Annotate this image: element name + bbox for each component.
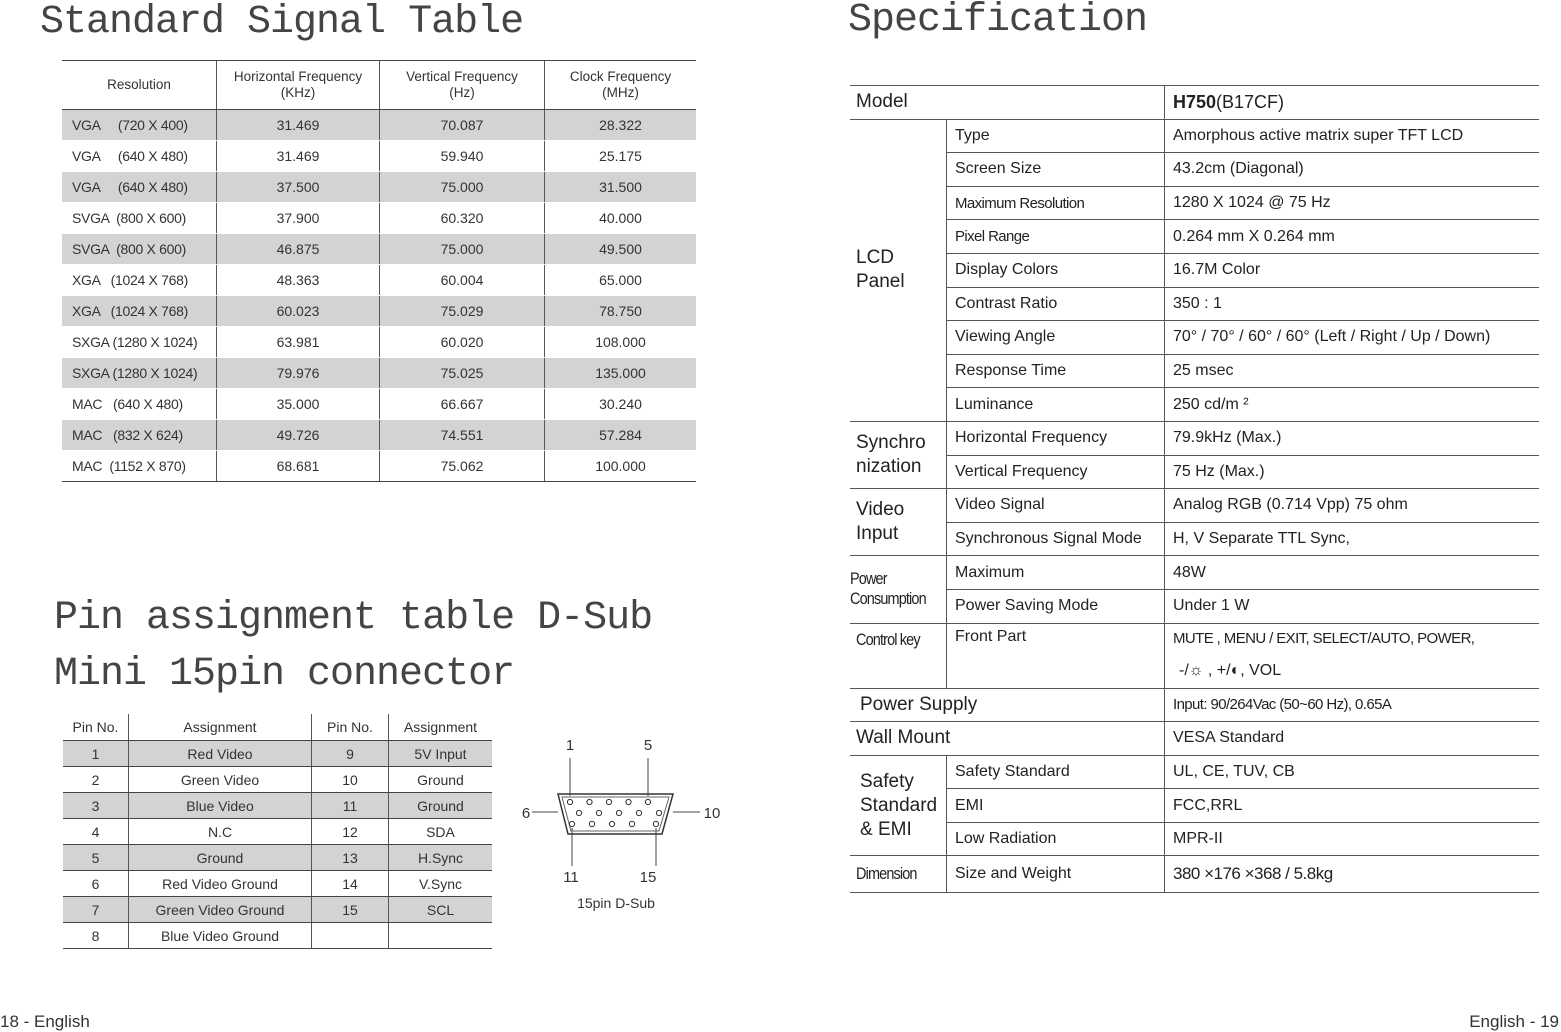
spec-item-name: Video Signal bbox=[947, 489, 1165, 523]
spec-item-name: Maximum Resolution bbox=[947, 186, 1165, 220]
vertical-frequency-cell: 66.667 bbox=[380, 389, 545, 420]
pin-number-cell: 14 bbox=[312, 871, 389, 897]
resolution-cell: SVGA (800 X 600) bbox=[62, 234, 217, 265]
header-clock-frequency bbox=[545, 61, 697, 110]
clock-frequency-cell: 40.000 bbox=[545, 203, 697, 234]
spec-row-power-supply bbox=[850, 688, 1539, 722]
control-key-label bbox=[850, 623, 947, 688]
resolution-cell: MAC (832 X 624) bbox=[62, 420, 217, 451]
signal-header-line: Resolution bbox=[107, 77, 171, 92]
specification-title: Specification bbox=[848, 0, 1148, 43]
spec-row bbox=[850, 153, 1539, 187]
assignment-cell: Red Video bbox=[129, 741, 312, 767]
pin-table-row bbox=[63, 819, 492, 845]
connector-pin bbox=[609, 821, 614, 826]
spec-item-value: Under 1 W bbox=[1165, 589, 1540, 623]
spec-item-value: 43.2cm (Diagonal) bbox=[1165, 153, 1540, 187]
spec-row bbox=[850, 186, 1539, 220]
header-assignment-1: Assignment bbox=[129, 714, 312, 741]
signal-table-row bbox=[62, 389, 696, 420]
resolution-cell: SVGA (800 X 600) bbox=[62, 203, 217, 234]
lcd-panel-label bbox=[850, 119, 947, 421]
spec-row bbox=[850, 388, 1539, 422]
connector-pin bbox=[606, 799, 611, 804]
pin-number-cell: 3 bbox=[63, 793, 129, 819]
spec-item-name: Luminance bbox=[947, 388, 1165, 422]
spec-item-value: Analog RGB (0.714 Vpp) 75 ohm bbox=[1165, 489, 1540, 523]
dimension-item: Size and Weight bbox=[947, 856, 1165, 893]
control-key-label-text: Control key bbox=[856, 629, 920, 649]
vertical-frequency-cell: 60.004 bbox=[380, 265, 545, 296]
pin-table-row bbox=[63, 741, 492, 767]
power-consumption-label-line: Power bbox=[850, 569, 887, 589]
horizontal-frequency-cell: 31.469 bbox=[217, 110, 380, 141]
model-value bbox=[1165, 86, 1540, 120]
horizontal-frequency-cell: 63.981 bbox=[217, 327, 380, 358]
pin-table-row bbox=[63, 793, 492, 819]
clock-frequency-cell: 78.750 bbox=[545, 296, 697, 327]
spec-item-name: Display Colors bbox=[947, 253, 1165, 287]
spec-item-value: 25 msec bbox=[1165, 354, 1540, 388]
clock-frequency-cell: 49.500 bbox=[545, 234, 697, 265]
horizontal-frequency-cell: 49.726 bbox=[217, 420, 380, 451]
connector-pin bbox=[567, 799, 572, 804]
power-consumption-label bbox=[850, 556, 947, 623]
assignment-cell: Red Video Ground bbox=[129, 871, 312, 897]
spec-item-name: EMI bbox=[947, 789, 1165, 823]
specification-table bbox=[850, 85, 1539, 893]
safety-standard-label-line: & EMI bbox=[860, 818, 912, 840]
spec-item-name: Vertical Frequency bbox=[947, 455, 1165, 489]
spec-item-name: Response Time bbox=[947, 354, 1165, 388]
spec-item-value: 350 : 1 bbox=[1165, 287, 1540, 321]
assignment-cell: SCL bbox=[389, 897, 493, 923]
connector-pin bbox=[569, 821, 574, 826]
vertical-frequency-cell: 75.062 bbox=[380, 451, 545, 482]
clock-frequency-cell: 25.175 bbox=[545, 141, 697, 172]
spec-row bbox=[850, 119, 1539, 153]
signal-header-line: Clock Frequency bbox=[569, 69, 672, 84]
assignment-cell: Green Video bbox=[129, 767, 312, 793]
safety-standard-label bbox=[850, 755, 947, 856]
horizontal-frequency-cell: 37.900 bbox=[217, 203, 380, 234]
signal-table-header-row bbox=[62, 61, 696, 110]
connector-pin bbox=[589, 821, 594, 826]
resolution-cell: MAC (1152 X 870) bbox=[62, 451, 217, 482]
connector-pin bbox=[587, 799, 592, 804]
spec-group-power-consumption bbox=[850, 556, 1539, 623]
dimension-value: 380 ×176 ×368 / 5.8kg bbox=[1165, 856, 1540, 893]
spec-row bbox=[850, 589, 1539, 623]
spec-item-value: 75 Hz (Max.) bbox=[1165, 455, 1540, 489]
clock-frequency-cell: 65.000 bbox=[545, 265, 697, 296]
spec-row bbox=[850, 522, 1539, 556]
assignment-cell: Ground bbox=[389, 793, 493, 819]
wall-mount-label: Wall Mount bbox=[850, 722, 1165, 756]
clock-frequency-cell: 30.240 bbox=[545, 389, 697, 420]
pin-number-cell: 2 bbox=[63, 767, 129, 793]
connector-pin bbox=[656, 810, 661, 815]
spec-row bbox=[850, 220, 1539, 254]
spec-item-value: H, V Separate TTL Sync, bbox=[1165, 522, 1540, 556]
assignment-cell bbox=[389, 923, 493, 949]
spec-item-value: FCC,RRL bbox=[1165, 789, 1540, 823]
vertical-frequency-cell: 75.025 bbox=[380, 358, 545, 389]
spec-item-name: Pixel Range bbox=[947, 220, 1165, 254]
clock-frequency-cell: 31.500 bbox=[545, 172, 697, 203]
synchronization-label-line: nization bbox=[856, 456, 922, 478]
model-label: Model bbox=[850, 86, 1165, 120]
wall-mount-value: VESA Standard bbox=[1165, 722, 1540, 756]
resolution-cell: XGA (1024 X 768) bbox=[62, 296, 217, 327]
dimension-label-text: Dimension bbox=[856, 864, 917, 884]
lcd-panel-label-line: LCD bbox=[856, 247, 895, 269]
signal-table-row bbox=[62, 172, 696, 203]
clock-frequency-cell: 108.000 bbox=[545, 327, 697, 358]
spec-item-value: 79.9kHz (Max.) bbox=[1165, 421, 1540, 455]
spec-row bbox=[850, 755, 1539, 789]
spec-item-name: Power Saving Mode bbox=[947, 589, 1165, 623]
signal-table-row bbox=[62, 110, 696, 141]
vertical-frequency-cell: 60.020 bbox=[380, 327, 545, 358]
pin-number-cell: 10 bbox=[312, 767, 389, 793]
pin-table-header-row bbox=[63, 714, 492, 741]
connector-pin bbox=[629, 821, 634, 826]
header-assignment-2: Assignment bbox=[389, 714, 493, 741]
synchronization-label-line: Synchro bbox=[856, 432, 926, 454]
clock-frequency-cell: 57.284 bbox=[545, 420, 697, 451]
pin-table bbox=[63, 714, 492, 949]
connector-caption: 15pin D-Sub bbox=[577, 895, 655, 911]
assignment-cell: Blue Video bbox=[129, 793, 312, 819]
pin-number-cell: 6 bbox=[63, 871, 129, 897]
signal-header-line: (KHz) bbox=[280, 85, 316, 100]
assignment-cell: Ground bbox=[389, 767, 493, 793]
resolution-cell: VGA (640 X 480) bbox=[62, 172, 217, 203]
spec-item-name: Safety Standard bbox=[947, 755, 1165, 789]
spec-item-value: 16.7M Color bbox=[1165, 253, 1540, 287]
pin-table-title-line2: Mini 15pin connector bbox=[54, 652, 515, 697]
signal-table-row bbox=[62, 451, 696, 482]
power-consumption-label-line: Consumption bbox=[850, 589, 926, 609]
connector-pin bbox=[653, 821, 658, 826]
horizontal-frequency-cell: 48.363 bbox=[217, 265, 380, 296]
connector-label-11: 11 bbox=[563, 869, 579, 886]
header-horizontal-frequency bbox=[217, 61, 380, 110]
connector-pin bbox=[616, 810, 621, 815]
spec-row bbox=[850, 455, 1539, 489]
spec-item-value: 70° / 70° / 60° / 60° (Left / Right / Up / Down) bbox=[1165, 321, 1540, 355]
clock-frequency-cell: 100.000 bbox=[545, 451, 697, 482]
pin-table-row bbox=[63, 767, 492, 793]
power-supply-label: Power Supply bbox=[850, 688, 1165, 722]
pin-number-cell: 8 bbox=[63, 923, 129, 949]
control-key-value-2: -/☼ , +/◐, VOL bbox=[1165, 654, 1540, 689]
spec-group-lcd-panel bbox=[850, 119, 1539, 421]
lcd-panel-label-line: Panel bbox=[856, 271, 905, 293]
spec-item-name: Low Radiation bbox=[947, 822, 1165, 856]
horizontal-frequency-cell: 60.023 bbox=[217, 296, 380, 327]
spec-row-wall-mount bbox=[850, 722, 1539, 756]
header-pin-no-2: Pin No. bbox=[312, 714, 389, 741]
resolution-cell: VGA (640 X 480) bbox=[62, 141, 217, 172]
spec-item-name: Maximum bbox=[947, 556, 1165, 590]
resolution-cell: MAC (640 X 480) bbox=[62, 389, 217, 420]
spec-item-name: Screen Size bbox=[947, 153, 1165, 187]
vertical-frequency-cell: 70.087 bbox=[380, 110, 545, 141]
header-pin-no-1: Pin No. bbox=[63, 714, 129, 741]
spec-row bbox=[850, 421, 1539, 455]
pin-table-row bbox=[63, 871, 492, 897]
connector-pin bbox=[576, 810, 581, 815]
spec-row bbox=[850, 253, 1539, 287]
pin-number-cell: 1 bbox=[63, 741, 129, 767]
spec-item-value: MPR-II bbox=[1165, 822, 1540, 856]
pin-number-cell: 13 bbox=[312, 845, 389, 871]
horizontal-frequency-cell: 46.875 bbox=[217, 234, 380, 265]
vertical-frequency-cell: 60.320 bbox=[380, 203, 545, 234]
signal-table-row bbox=[62, 141, 696, 172]
dsub-connector-diagram bbox=[510, 730, 740, 915]
spec-item-value: 250 cd/m ² bbox=[1165, 388, 1540, 422]
horizontal-frequency-cell: 35.000 bbox=[217, 389, 380, 420]
connector-pins bbox=[567, 799, 661, 826]
clock-frequency-cell: 28.322 bbox=[545, 110, 697, 141]
signal-table bbox=[62, 60, 696, 482]
resolution-cell: SXGA (1280 X 1024) bbox=[62, 327, 217, 358]
connector-pin bbox=[636, 810, 641, 815]
signal-table-row bbox=[62, 296, 696, 327]
vertical-frequency-cell: 74.551 bbox=[380, 420, 545, 451]
horizontal-frequency-cell: 68.681 bbox=[217, 451, 380, 482]
video-input-label bbox=[850, 489, 947, 556]
left-page-number: 18 - English bbox=[0, 1012, 90, 1031]
header-vertical-frequency bbox=[380, 61, 545, 110]
model-name: H750 bbox=[1173, 91, 1217, 112]
signal-table-row bbox=[62, 265, 696, 296]
pin-number-cell bbox=[312, 923, 389, 949]
assignment-cell: SDA bbox=[389, 819, 493, 845]
pin-number-cell: 15 bbox=[312, 897, 389, 923]
spec-row bbox=[850, 321, 1539, 355]
connector-pin bbox=[626, 799, 631, 804]
assignment-cell: N.C bbox=[129, 819, 312, 845]
vertical-frequency-cell: 75.029 bbox=[380, 296, 545, 327]
spec-row bbox=[850, 556, 1539, 590]
spec-item-name: Viewing Angle bbox=[947, 321, 1165, 355]
pin-table-row bbox=[63, 845, 492, 871]
connector-label-1: 1 bbox=[565, 737, 575, 754]
horizontal-frequency-cell: 79.976 bbox=[217, 358, 380, 389]
spec-group-video-input bbox=[850, 489, 1539, 556]
assignment-cell: V.Sync bbox=[389, 871, 493, 897]
connector-pin bbox=[645, 799, 650, 804]
pin-number-cell: 7 bbox=[63, 897, 129, 923]
spec-row bbox=[850, 789, 1539, 823]
safety-standard-label-line: Standard bbox=[860, 794, 938, 816]
pin-number-cell: 9 bbox=[312, 741, 389, 767]
video-input-label-line: Input bbox=[856, 523, 899, 545]
horizontal-frequency-cell: 37.500 bbox=[217, 172, 380, 203]
pin-number-cell: 12 bbox=[312, 819, 389, 845]
spec-item-value: 0.264 mm X 0.264 mm bbox=[1165, 220, 1540, 254]
video-input-label-line: Video bbox=[856, 499, 905, 521]
spec-item-name: Contrast Ratio bbox=[947, 287, 1165, 321]
pin-number-cell: 11 bbox=[312, 793, 389, 819]
spec-row-control-key bbox=[850, 623, 1539, 654]
signal-header-line: (MHz) bbox=[602, 85, 639, 100]
resolution-cell: SXGA (1280 X 1024) bbox=[62, 358, 217, 389]
signal-header-line: Horizontal Frequency bbox=[233, 69, 363, 84]
connector-label-10: 10 bbox=[703, 805, 721, 822]
connector-label-5: 5 bbox=[643, 737, 653, 754]
spec-row bbox=[850, 822, 1539, 856]
clock-frequency-cell: 135.000 bbox=[545, 358, 697, 389]
spec-item-name: Type bbox=[947, 119, 1165, 153]
signal-table-row bbox=[62, 327, 696, 358]
spec-row bbox=[850, 489, 1539, 523]
spec-item-value: 48W bbox=[1165, 556, 1540, 590]
safety-standard-label-line: Safety bbox=[860, 770, 914, 792]
spec-row bbox=[850, 287, 1539, 321]
vertical-frequency-cell: 75.000 bbox=[380, 172, 545, 203]
control-key-value-1: MUTE , MENU / EXIT, SELECT/AUTO, POWER, bbox=[1165, 623, 1540, 654]
header-resolution bbox=[62, 61, 217, 110]
connector-shell-inner bbox=[562, 797, 669, 831]
assignment-cell: Ground bbox=[129, 845, 312, 871]
vertical-frequency-cell: 75.000 bbox=[380, 234, 545, 265]
spec-group-safety bbox=[850, 755, 1539, 856]
connector-label-15: 15 bbox=[639, 869, 657, 886]
assignment-cell: Blue Video Ground bbox=[129, 923, 312, 949]
pin-table-row bbox=[63, 897, 492, 923]
spec-row bbox=[850, 354, 1539, 388]
connector-label-6: 6 bbox=[521, 805, 531, 822]
spec-row-dimension bbox=[850, 856, 1539, 893]
spec-item-value: Amorphous active matrix super TFT LCD bbox=[1165, 119, 1540, 153]
spec-item-name: Horizontal Frequency bbox=[947, 421, 1165, 455]
signal-table-title: Standard Signal Table bbox=[40, 0, 524, 45]
spec-item-value: UL, CE, TUV, CB bbox=[1165, 755, 1540, 789]
signal-table-row bbox=[62, 234, 696, 265]
resolution-cell: XGA (1024 X 768) bbox=[62, 265, 217, 296]
signal-header-line: Vertical Frequency bbox=[406, 69, 518, 84]
pin-number-cell: 5 bbox=[63, 845, 129, 871]
right-page-number: English - 19 bbox=[1469, 1012, 1559, 1031]
spec-row-model bbox=[850, 86, 1539, 120]
spec-group-synchronization bbox=[850, 421, 1539, 488]
vertical-frequency-cell: 59.940 bbox=[380, 141, 545, 172]
signal-table-row bbox=[62, 358, 696, 389]
control-front-part: Front Part bbox=[947, 623, 1165, 688]
pin-number-cell: 4 bbox=[63, 819, 129, 845]
signal-table-row bbox=[62, 203, 696, 234]
signal-table-row bbox=[62, 420, 696, 451]
spec-item-name: Synchronous Signal Mode bbox=[947, 522, 1165, 556]
synchronization-label bbox=[850, 421, 947, 488]
pin-table-title-line1: Pin assignment table D-Sub bbox=[54, 596, 653, 641]
pin-table-row bbox=[63, 923, 492, 949]
assignment-cell: Green Video Ground bbox=[129, 897, 312, 923]
spec-item-value: 1280 X 1024 @ 75 Hz bbox=[1165, 186, 1540, 220]
assignment-cell: 5V Input bbox=[389, 741, 493, 767]
power-supply-value: Input: 90/264Vac (50~60 Hz), 0.65A bbox=[1165, 688, 1540, 722]
model-code: (B17CF) bbox=[1216, 91, 1285, 112]
resolution-cell: VGA (720 X 400) bbox=[62, 110, 217, 141]
horizontal-frequency-cell: 31.469 bbox=[217, 141, 380, 172]
signal-header-line: (Hz) bbox=[449, 85, 475, 100]
dimension-label bbox=[850, 856, 947, 893]
connector-pin bbox=[596, 810, 601, 815]
assignment-cell: H.Sync bbox=[389, 845, 493, 871]
